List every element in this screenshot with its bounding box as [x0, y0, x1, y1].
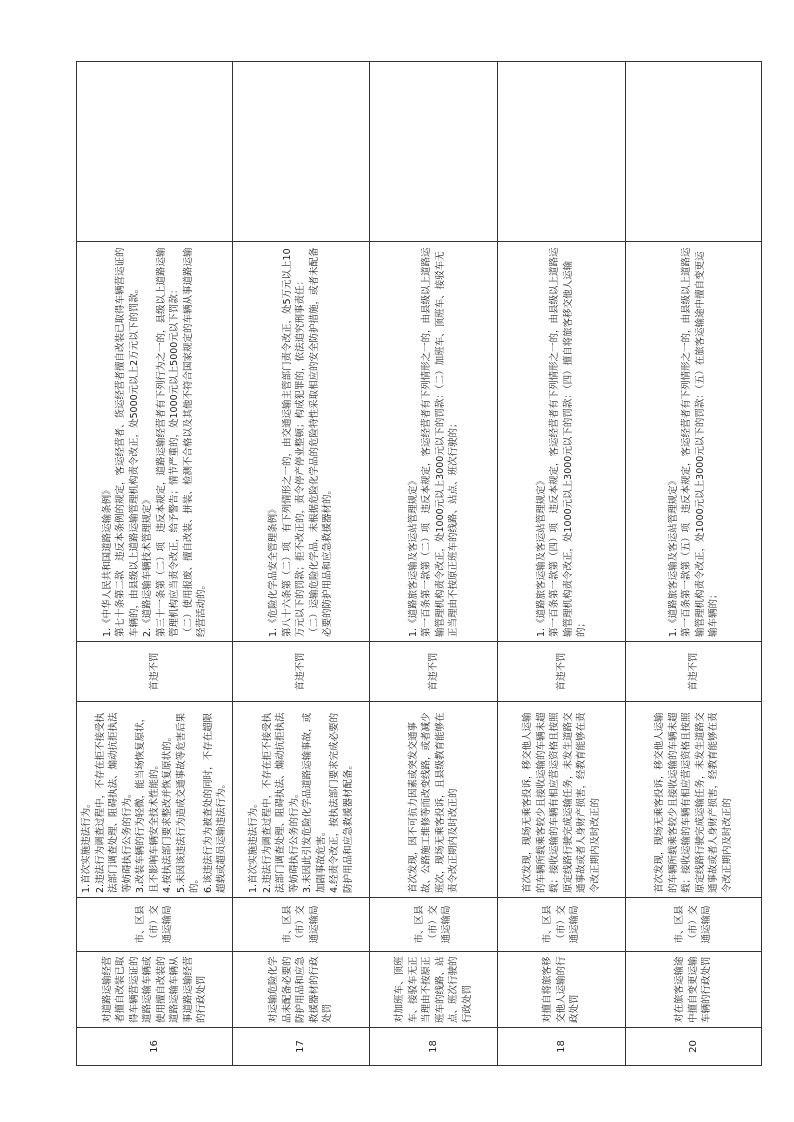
circumstances-line: 5.未因该违法行为造成交通事故等危害后果的。 — [175, 712, 201, 893]
table-row — [233, 62, 370, 1066]
circumstances — [370, 702, 498, 898]
circumstances-line: 3.未因此引发危险化学品道路运输事故，或加剧事故危害。 — [302, 712, 327, 893]
legal-basis-line: 1.《危险化学品安全管理条例》 — [268, 504, 280, 637]
table-row — [498, 62, 626, 1066]
legal-basis-line: 第七十条第二款 违反本条例的规定，客运经营者、货运经营者擅自改装已取得车辆营运证的车辆的，由县级以上道路运输管理机构责令改正，处5000元以上2万元以下的罚款。 — [115, 247, 140, 637]
legal-basis — [498, 242, 626, 642]
legal-basis-line: 1.《道路旅客运输及客运站管理规定》 — [535, 475, 547, 637]
row-number: 17 — [233, 1028, 370, 1066]
circumstances-line: 首次发现，现场无乘客投诉，移交他人运输的车辆所载乘客较少且接收运输的车辆未超载；接收运输的车辆有相应营运资格且按照原定线路行驶完成运输任务，未发生道路交通事故或者人身财产损害，经教育能够在责令改正期内及时改正的 — [654, 712, 733, 893]
legal-basis-line: 第一百条第一款第（五）项 违反本规定，客运经营者有下列情形之一的，由县级以上道路运输管理机构责令改正，处1000元以上3000元以下的罚款：（五）在旅客运输途中擅自变更运输车辆的； — [681, 247, 719, 637]
penalty-item: 对擅自将旅客移交他人运输的行政处罚 — [498, 952, 626, 1028]
penalty-item: 对道路运输经营者擅自改装已取得车辆营运证的道路运输车辆或使用擅自改装的道路运输车辆从事道路运输经营的行政处罚 — [77, 952, 233, 1028]
row-number: 16 — [77, 1028, 233, 1066]
legal-basis-line: 第一百条第一款第（四）项 违反本规定，客运经营者有下列情形之一的，由县级以上道路运输管理机构责令改正，处1000元以上3000元以下的罚款：（四）擅自将旅客移交他人运输的； — [549, 247, 587, 637]
handling-type: 首违不罚 — [233, 642, 370, 702]
circumstances-line: 2.违法行为调查过程中，不存在拒不接受执法部门调查处理、阻碍执法、煽动抗拒执法等妨碍执行公务的行为。 — [261, 712, 300, 893]
handling-type: 首违不罚 — [77, 642, 233, 702]
legal-basis-line: 第三十一条第（二）项 违反本规定，道路运输经营者有下列行为之一的，县级以上道路运输管理机构应当责令改正，给予警告；情节严重的，处1000元以上5000元以下罚款： — [155, 247, 180, 637]
table-row — [370, 62, 498, 1066]
row-number: 20 — [626, 1028, 762, 1066]
penalty-item: 对加班车、顶班车、接驳车无正当理由不按原正班车的线路、站点、班次行驶的行政处罚 — [370, 952, 498, 1028]
circumstances-line: 4.按执法部门要求整改并恢复原状的。 — [162, 731, 174, 893]
notes-cell — [370, 62, 498, 242]
legal-basis-line: 1.《道路旅客运输及客运站管理规定》 — [407, 475, 419, 637]
circumstances — [498, 702, 626, 898]
legal-basis-line: 1.《中华人民共和国道路运输条例》 — [101, 485, 113, 637]
legal-basis — [233, 242, 370, 642]
handling-type: 首违不罚 — [370, 642, 498, 702]
circumstances — [626, 702, 762, 898]
legal-basis — [370, 242, 498, 642]
legal-basis — [626, 242, 762, 642]
penalty-item: 对运输危险化学品未配备必要的防护用品和应急救援器材的行政处罚 — [233, 952, 370, 1028]
legal-basis-line: 1.《道路旅客运输及客运站管理规定》 — [667, 475, 679, 637]
table-row — [626, 62, 762, 1066]
circumstances-line: 6.该违法行为为被查处的同时，不存在超限超载或超员运输违法行为。 — [202, 712, 228, 893]
notes-cell — [626, 62, 762, 242]
circumstances-line: 1.首次实施违法行为。 — [81, 798, 93, 893]
row-number: 18 — [370, 1028, 498, 1066]
circumstances-line: 首次发现，因不可抗力因素或突发交通事故、公路施工维修等而改变线路，或者减少班次，现场无乘客投诉，且县级教育能够在责令改正期内及时改正的 — [407, 712, 459, 893]
handling-type: 首违不罚 — [626, 642, 762, 702]
circumstances-line: 4.经责令改正，按执法部门要求完成必要的防护用品和应急救援器材配备。 — [329, 712, 354, 893]
circumstances-line: 首次发现，现场无乘客投诉，移交他人运输的车辆所载乘客较少且接收运输的车辆未超载；接收运输的车辆有相应营运资格且按照原定线路行驶完成运输任务，未发生道路交通事故或者人身财产损害，经教育能够在责令改正期内及时改正的 — [522, 712, 601, 893]
notes-cell — [77, 62, 233, 242]
circumstances-line: 1.首次实施违法行为。 — [248, 798, 259, 893]
circumstances-line: 3.改装车辆的行为轻微，能当场恢复原状，且不影响车辆安全技术性能的。 — [135, 712, 160, 893]
row-number: 18 — [498, 1028, 626, 1066]
circumstances-line: 2.违法行为调查过程中，不存在拒不接受执法部门调查处理、阻碍执法、煽动抗拒执法等妨碍执行公务的行为。 — [94, 712, 133, 893]
notes-cell — [498, 62, 626, 242]
responsible-dept: 市、区县（市）交通运输局 — [498, 898, 626, 952]
notes-cell — [233, 62, 370, 242]
handling-type: 首违不罚 — [498, 642, 626, 702]
circumstances — [77, 702, 233, 898]
responsible-dept: 市、区县（市）交通运输局 — [77, 898, 233, 952]
circumstances — [233, 702, 370, 898]
legal-basis-line: （二）使用报废、擅自改装、拼装、检测不合格以及其他不符合国家规定的车辆从事道路运输经营活动的。 — [182, 247, 207, 637]
penalty-table — [76, 61, 762, 1066]
legal-basis-line: （二）运输危险化学品，未根据危险化学品的危险特性采取相应的安全防护措施，或者未配备必要的防护用品和应急救援器材的。 — [308, 247, 334, 637]
legal-basis-line: 第一百条第一款第（二）项 违反本规定，客运经营者有下列情形之一的，由县级以上道路运输管理机构责令改正，处1000元以上3000元以下的罚款：（二）加班车、顶班车、接驳车无正当理由不按原正班车的线路、站点、班次行驶的； — [421, 247, 459, 637]
legal-basis-line: 2.《道路运输车辆技术管理规定》 — [142, 494, 153, 637]
penalty-item: 对在旅客运输途中擅自变更运输车辆的行政处罚 — [626, 952, 762, 1028]
responsible-dept: 市、区县（市）交通运输局 — [370, 898, 498, 952]
table-row — [77, 62, 233, 1066]
legal-basis — [77, 242, 233, 642]
rotated-table-wrapper — [76, 62, 761, 1066]
responsible-dept: 市、区县（市）交通运输局 — [233, 898, 370, 952]
legal-basis-line: 第八十六条第（二）项 有下列情形之一的，由交通运输主管部门责令改正，处5万元以上10万元以下的罚款；拒不改正的，责令停产停业整顿；构成犯罪的，依法追究刑事责任： — [281, 248, 307, 637]
responsible-dept: 市、区县（市）交通运输局 — [626, 898, 762, 952]
